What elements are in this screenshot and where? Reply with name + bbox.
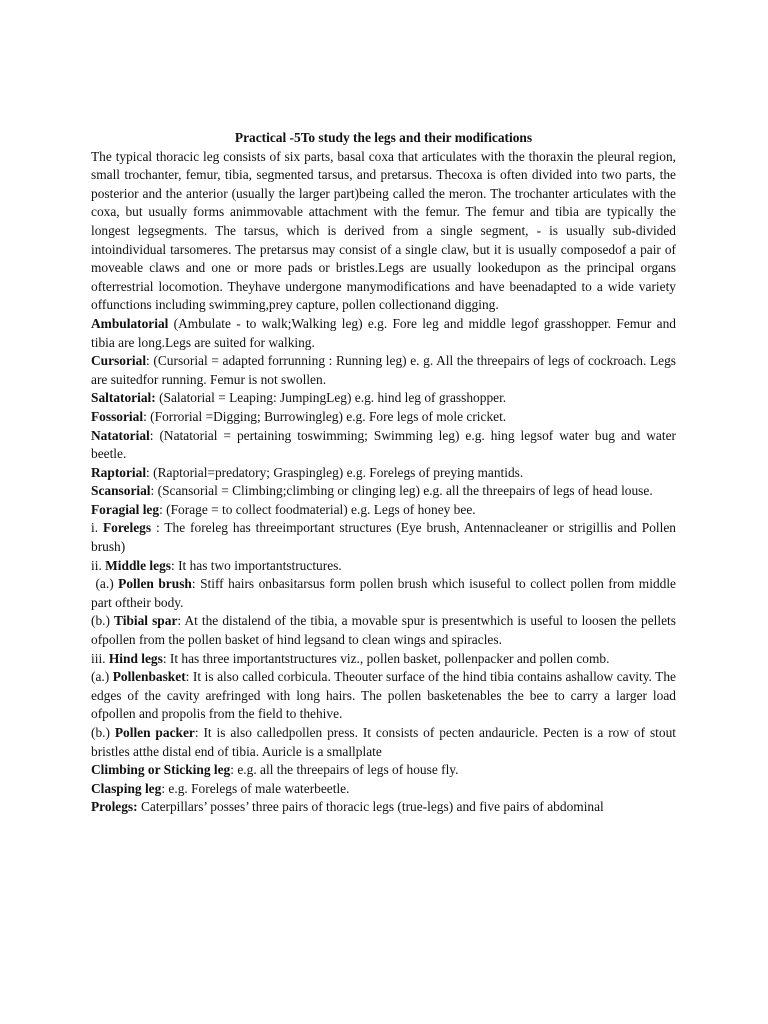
section-prefix: iii. — [91, 650, 109, 666]
section-paragraph — [91, 761, 676, 780]
section-paragraph — [91, 482, 676, 501]
section-paragraph — [91, 612, 676, 649]
section-paragraph — [91, 557, 676, 576]
section-term: Forelegs — [102, 520, 152, 536]
section-term: Saltatorial: — [91, 390, 156, 406]
section-term: Tibial spar — [114, 613, 178, 629]
section-paragraph — [91, 427, 676, 464]
section-term: Cursorial — [91, 353, 147, 369]
section-separator: : — [146, 464, 154, 480]
section-term: Ambulatorial — [91, 315, 169, 331]
sections-list — [91, 315, 676, 817]
section-paragraph — [91, 389, 676, 408]
section-prefix: (b.) — [91, 725, 115, 740]
section-separator: : — [149, 427, 160, 443]
section-text: (Raptorial=predatory; Graspingleg) e.g. Forelegs of preying mantids. — [153, 464, 524, 480]
section-paragraph — [91, 798, 676, 817]
section-prefix: i. — [91, 520, 103, 536]
section-term: Pollen packer — [114, 725, 195, 740]
section-text: (Scansorial = Climbing;climbing or clinging leg) e.g. all the threepairs of legs of head louse. — [157, 483, 653, 499]
section-paragraph — [91, 408, 676, 427]
section-text: (Salatorial = Leaping: JumpingLeg) e.g. hind leg of grasshopper. — [159, 390, 507, 406]
section-term: Middle legs — [105, 557, 171, 573]
section-prefix: ii. — [91, 557, 106, 573]
section-paragraph — [91, 464, 676, 483]
section-term: Hind legs — [108, 650, 163, 666]
section-paragraph — [91, 501, 676, 520]
section-term: Natatorial — [91, 427, 150, 443]
section-paragraph — [91, 724, 676, 761]
page-title: Practical -5To study the legs and their modifications — [234, 130, 533, 145]
section-term: Prolegs: — [91, 799, 138, 815]
section-separator: : — [161, 780, 169, 796]
section-text: Stiff hairs onbasitarsus form pollen brush which isuseful to collect pollen from middle part oftheir body. — [91, 576, 676, 610]
section-term: Pollen brush — [118, 576, 192, 592]
section-separator: : — [191, 576, 201, 592]
section-text: (Ambulate - to walk;Walking leg) e.g. Fore leg and middle legof grasshopper. Femur and tibia are long.Legs are suited for walking. — [91, 315, 676, 350]
section-term: Pollenbasket — [112, 669, 186, 685]
section-paragraph — [91, 315, 676, 352]
section-text: At the distalend of the tibia, a movable spur is presentwhich is useful to loosen the pellets ofpollen from the pollen basket of hind legsand to clean wings and spiracles. — [91, 613, 676, 648]
section-text: It has two importantstructures. — [178, 557, 342, 573]
section-text: It has three importantstructures viz., pollen basket, pollenpacker and pollen comb. — [169, 650, 610, 666]
section-paragraph — [91, 650, 676, 669]
section-text: (Forrorial =Digging; Burrowingleg) e.g. Fore legs of mole cricket. — [150, 408, 507, 424]
section-separator: : — [143, 408, 151, 424]
section-term: Foragial leg — [91, 501, 160, 517]
section-term: Raptorial — [91, 464, 147, 480]
section-paragraph — [91, 352, 676, 389]
section-text: e.g. Forelegs of male waterbeetle. — [168, 780, 350, 796]
section-paragraph — [91, 668, 676, 724]
section-text: (Forage = to collect foodmaterial) e.g. Legs of honey bee. — [166, 501, 476, 517]
section-term: Scansorial — [91, 483, 151, 499]
section-text: e.g. all the threepairs of legs of house fly. — [237, 762, 459, 778]
section-separator: : — [159, 501, 167, 517]
section-text: (Cursorial = adapted forrunning : Running leg) e. g. All the threepairs of legs of cockroach. Legs are suitedfor running. Femur is not swollen. — [91, 353, 676, 387]
section-separator: : — [177, 613, 185, 629]
section-text: Caterpillars’ posses’ three pairs of thoracic legs (true-legs) and five pairs of abdominal — [140, 799, 604, 815]
section-term: Climbing or Sticking leg — [91, 762, 231, 778]
section-prefix: (a.) — [91, 576, 119, 592]
section-text: It is also called corbicula. Theouter surface of the hind tibia contains ashallow cavity. The edges of the cavity arefringed with long hairs. The pollen basketenables the bee to carry a larger load ofpollen and propolis from the field to thehive. — [91, 669, 676, 722]
section-term: Fossorial — [91, 408, 144, 424]
section-text: It is also calledpollen press. It consists of pecten andauricle. Pecten is a row of stout bristles atthe distal end of tibia. Auricle is a smallplate — [91, 725, 676, 759]
intro-paragraph: The typical thoracic leg consists of six parts, basal coxa that articulates with the thoraxin the pleural region, small trochanter, femur, tibia, segmented tarsus, and pretarsus. Thecoxa is often divided into two parts, the posterior and the anterior (usually the larger part)being called the meron. The trochanter articulates with the coxa, but usually forms animmovable attachment with the femur. The femur and tibia are typically the longest legsegments. The tarsus, which is derived from a single segment, - is usually sub-divided intoindividual tarsomeres. The pretarsus may consist of a single claw, but it is usually composedof a pair of moveable claws and one or more pads or bristles.Legs are usually lookedupon as the principal organs ofterrestrial locomotion. Theyhave undergone manymodifications and have beenadapted to a wide variety offunctions including swimming,prey capture, pollen collectionand digging. — [91, 148, 676, 313]
section-paragraph — [91, 519, 676, 556]
section-separator: : — [150, 483, 158, 499]
section-term: Clasping leg — [91, 780, 162, 796]
section-separator: : — [146, 353, 154, 369]
section-separator: : — [230, 762, 238, 778]
section-separator: : — [185, 669, 193, 685]
section-text: The foreleg has threeimportant structures (Eye brush, Antennacleaner or strigillis and Pollen brush) — [91, 520, 676, 555]
section-prefix: (b.) — [91, 613, 115, 629]
section-text: (Natatorial = pertaining toswimming; Swimming leg) e.g. hing legsof water bug and water beetle. — [91, 427, 676, 462]
section-paragraph — [91, 575, 676, 612]
section-paragraph — [91, 780, 676, 799]
section-separator: : — [151, 520, 165, 536]
section-separator: : — [194, 725, 204, 740]
section-prefix: (a.) — [91, 669, 113, 685]
section-separator: : — [162, 650, 170, 666]
document-page — [91, 129, 676, 817]
section-separator: : — [170, 557, 179, 573]
